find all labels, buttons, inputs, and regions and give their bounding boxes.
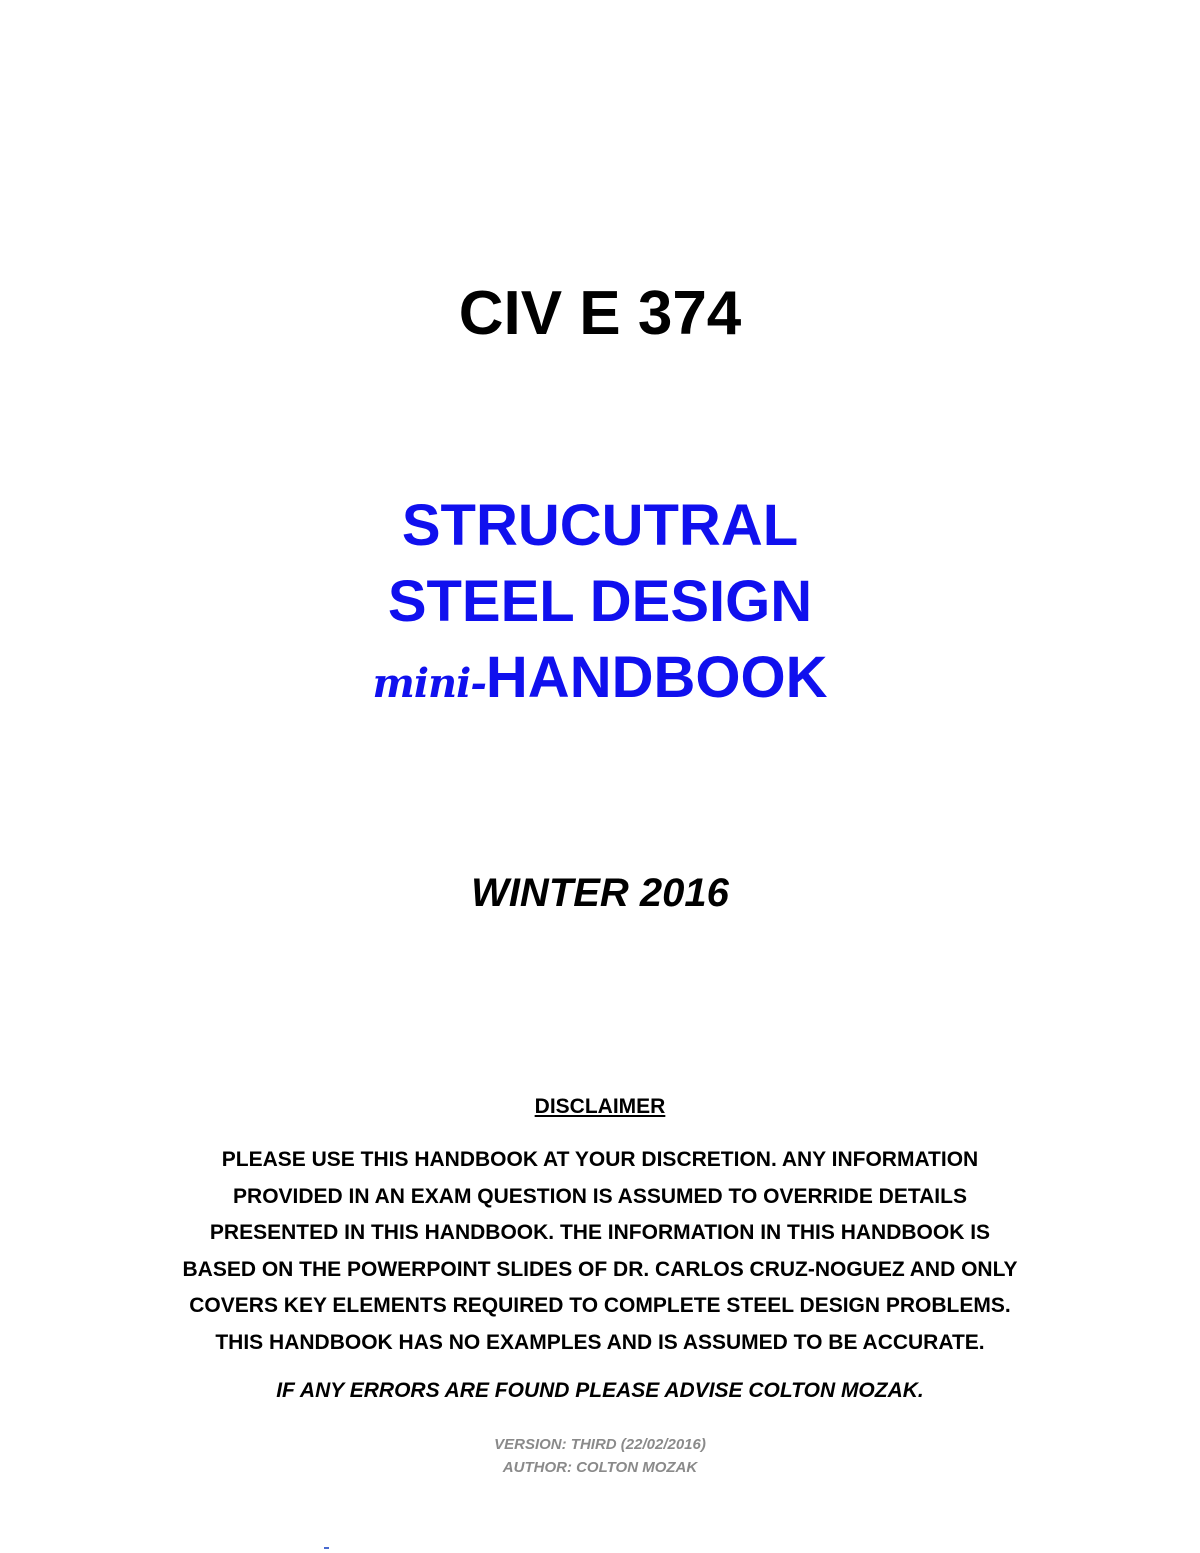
title-line-3 bbox=[0, 640, 1200, 722]
disclaimer-line: THIS HANDBOOK HAS NO EXAMPLES AND IS ASSUMED TO BE ACCURATE. bbox=[215, 1330, 985, 1354]
title-mini-prefix: mini- bbox=[372, 660, 486, 707]
title-line-2: STEEL DESIGN bbox=[387, 569, 813, 634]
error-advisory: IF ANY ERRORS ARE FOUND PLEASE ADVISE COLTON MOZAK. bbox=[276, 1379, 924, 1402]
handbook-title bbox=[0, 488, 1200, 722]
version-info bbox=[0, 1433, 1200, 1479]
stray-mark bbox=[324, 1547, 329, 1549]
version-line: VERSION: THIRD (22/02/2016) bbox=[494, 1436, 706, 1453]
title-handbook-word: HANDBOOK bbox=[485, 645, 828, 710]
title-line-1: STRUCUTRAL bbox=[401, 493, 799, 558]
author-line: AUTHOR: COLTON MOZAK bbox=[502, 1459, 698, 1476]
course-code: CIV E 374 bbox=[458, 279, 742, 348]
disclaimer-body bbox=[140, 1142, 1060, 1362]
term-label: WINTER 2016 bbox=[471, 871, 729, 915]
disclaimer-line: COVERS KEY ELEMENTS REQUIRED TO COMPLETE STEEL DESIGN PROBLEMS. bbox=[189, 1294, 1011, 1318]
disclaimer-line: PROVIDED IN AN EXAM QUESTION IS ASSUMED TO OVERRIDE DETAILS bbox=[233, 1184, 967, 1208]
disclaimer-line: BASED ON THE POWERPOINT SLIDES OF DR. CARLOS CRUZ-NOGUEZ AND ONLY bbox=[182, 1257, 1018, 1281]
disclaimer-line: PRESENTED IN THIS HANDBOOK. THE INFORMATION IN THIS HANDBOOK IS bbox=[209, 1221, 991, 1245]
disclaimer-line: PLEASE USE THIS HANDBOOK AT YOUR DISCRETION. ANY INFORMATION bbox=[221, 1148, 979, 1171]
disclaimer-heading: DISCLAIMER bbox=[534, 1095, 666, 1118]
